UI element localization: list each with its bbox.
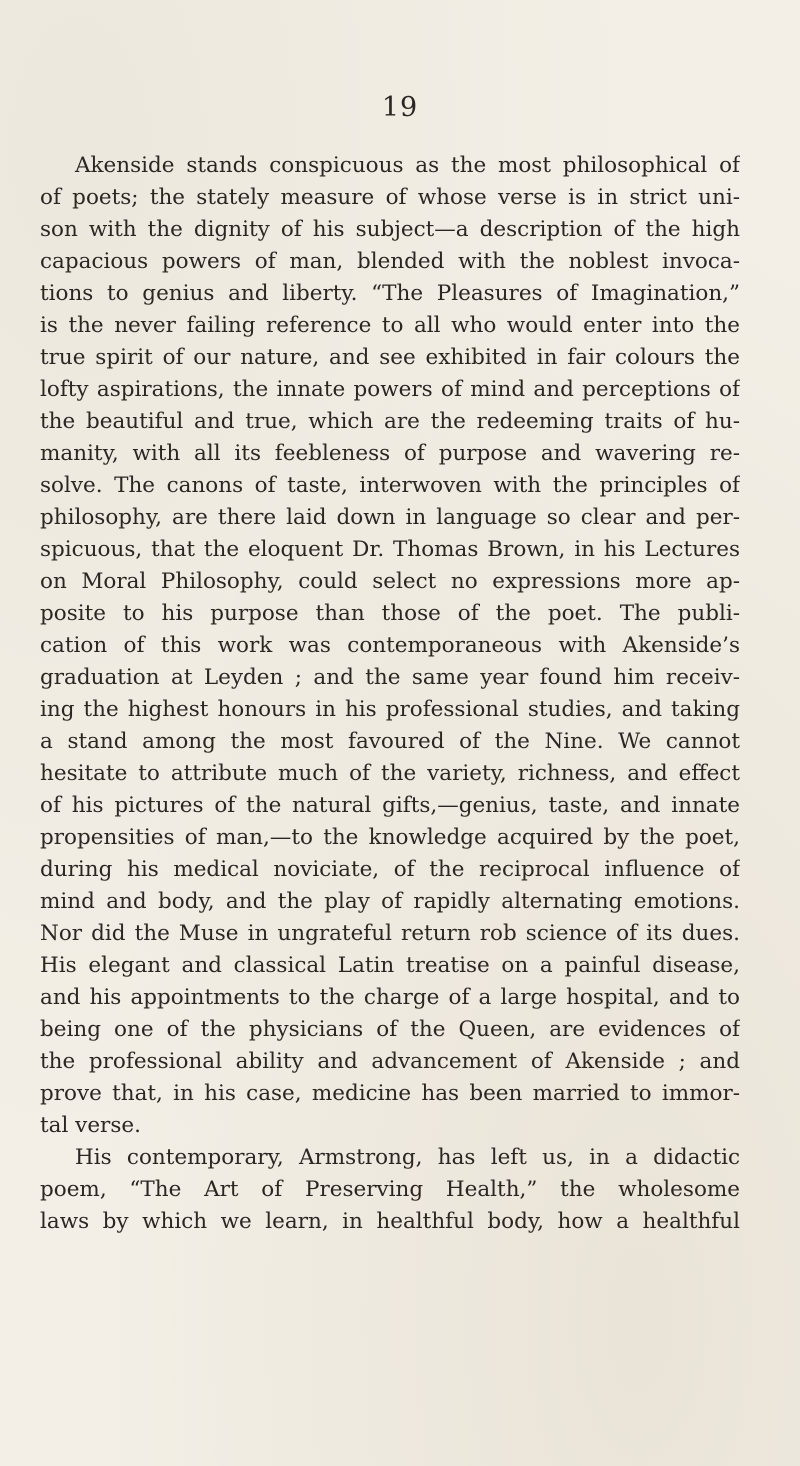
text-line: mind and body, and the play of rapidly alternating emotions. [40, 889, 740, 914]
text-line: of poets; the stately measure of whose verse is in strict uni- [40, 185, 740, 210]
text-line: Nor did the Muse in ungrateful return rob science of its dues. [40, 921, 740, 946]
text-line: cation of this work was contemporaneous with Akenside’s [40, 633, 740, 658]
text-line: Akenside stands conspicuous as the most philosophical of [75, 153, 740, 178]
text-line: hesitate to attribute much of the variety, richness, and effect [40, 761, 740, 786]
text-line: being one of the physicians of the Queen, are evidences of [40, 1017, 740, 1042]
text-line: His contemporary, Armstrong, has left us, in a didactic [75, 1145, 740, 1170]
text-line: tal verse. [40, 1113, 141, 1138]
text-line: propensities of man,—to the knowledge acquired by the poet, [40, 825, 740, 850]
text-line: manity, with all its feebleness of purpose and wavering re- [40, 441, 740, 466]
text-line: is the never failing reference to all who would enter into the [40, 313, 740, 338]
text-line: a stand among the most favoured of the Nine. We cannot [40, 729, 740, 754]
text-line: poem, “The Art of Preserving Health,” the wholesome [40, 1177, 740, 1202]
text-line: His elegant and classical Latin treatise on a painful disease, [40, 953, 740, 978]
text-line: and his appointments to the charge of a large hospital, and to [40, 985, 740, 1010]
text-line: on Moral Philosophy, could select no expressions more ap- [40, 569, 740, 594]
text-line: ing the highest honours in his professional studies, and taking [40, 697, 740, 722]
text-line: spicuous, that the eloquent Dr. Thomas Brown, in his Lectures [40, 537, 740, 562]
text-line: capacious powers of man, blended with the noblest invoca- [40, 249, 740, 274]
text-line: tions to genius and liberty. “The Pleasures of Imagination,” [40, 281, 740, 306]
text-line: laws by which we learn, in healthful body, how a healthful [40, 1209, 740, 1234]
text-line: solve. The canons of taste, interwoven with the principles of [40, 473, 740, 498]
text-line: of his pictures of the natural gifts,—genius, taste, and innate [40, 793, 740, 818]
text-line: philosophy, are there laid down in language so clear and per- [40, 505, 740, 530]
text-line: graduation at Leyden ; and the same year found him receiv- [40, 665, 740, 690]
page-number: 19 [381, 92, 419, 123]
text-line: posite to his purpose than those of the poet. The publi- [40, 601, 740, 626]
text-line: lofty aspirations, the innate powers of mind and perceptions of [40, 377, 740, 402]
body-text [40, 150, 740, 1238]
text-line: the professional ability and advancement of Akenside ; and [40, 1049, 740, 1074]
text-line: son with the dignity of his subject—a description of the high [40, 217, 740, 242]
text-line: the beautiful and true, which are the redeeming traits of hu- [40, 409, 740, 434]
text-line: prove that, in his case, medicine has been married to immor- [40, 1081, 740, 1106]
text-line: true spirit of our nature, and see exhibited in fair colours the [40, 345, 740, 370]
text-line: during his medical noviciate, of the reciprocal influence of [40, 857, 740, 882]
